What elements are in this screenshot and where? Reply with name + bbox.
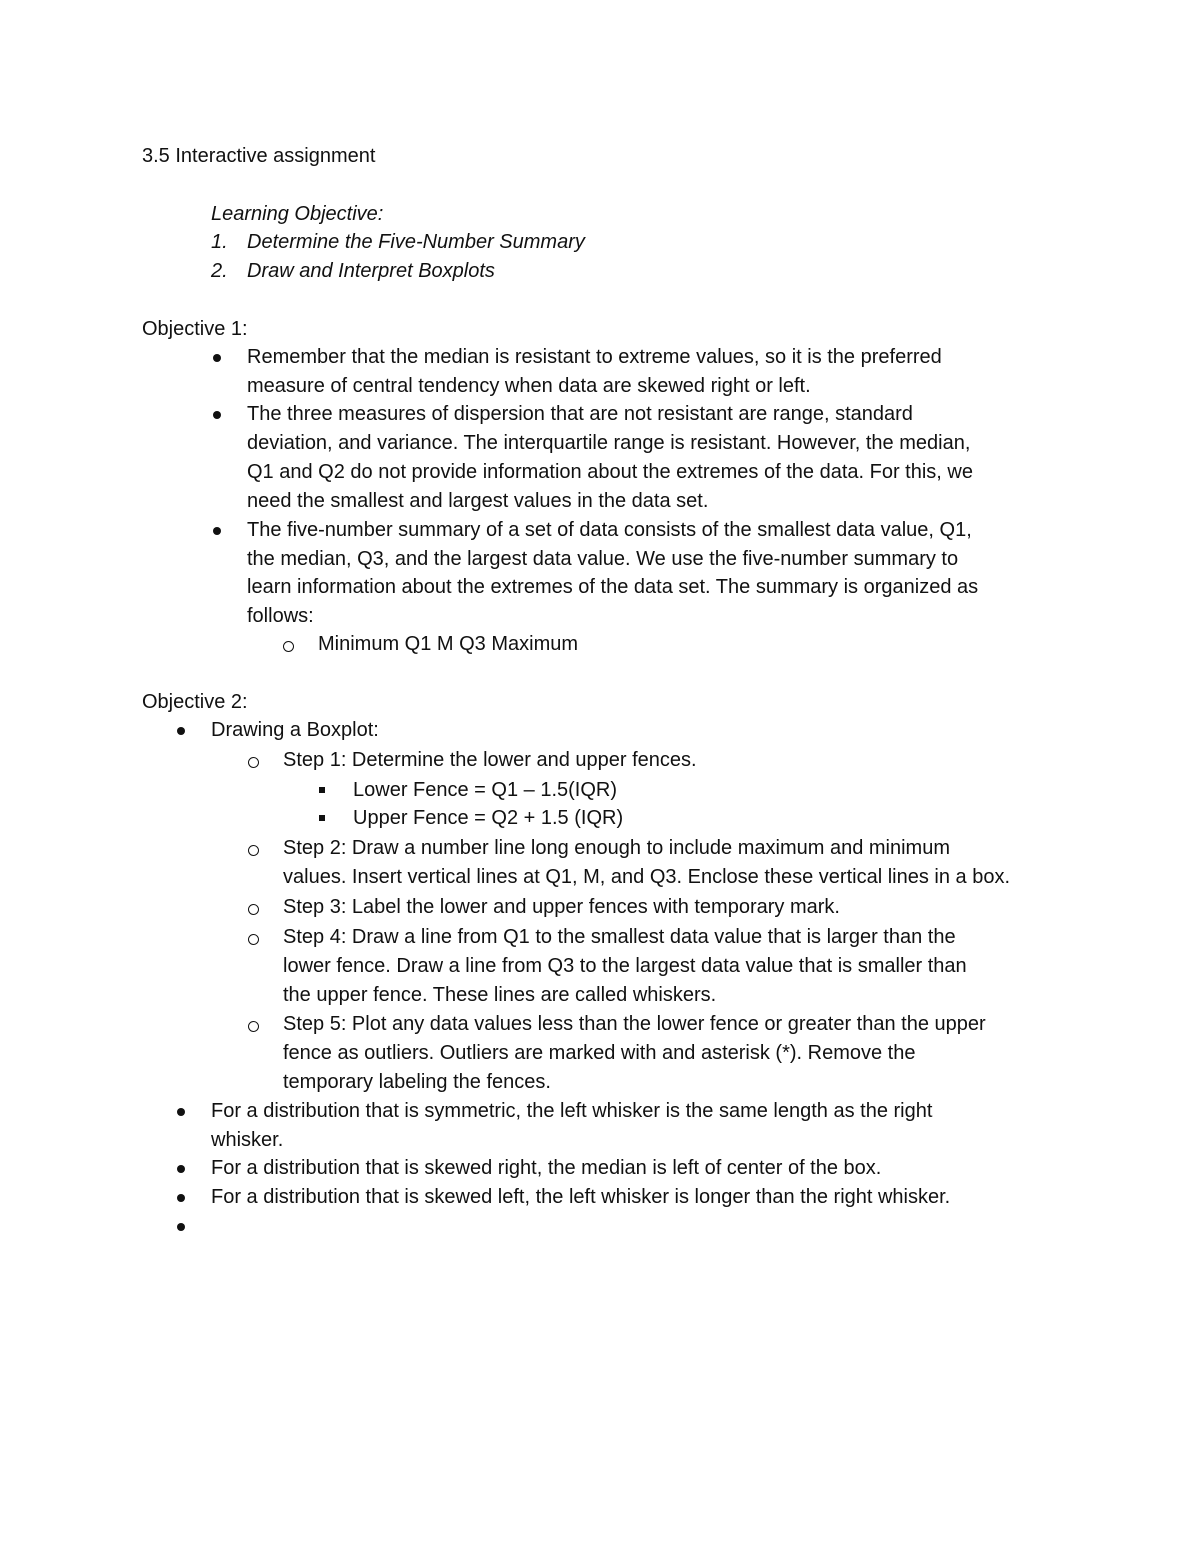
symmetric-note: whisker.	[211, 1129, 284, 1151]
hollow-bullet-icon	[283, 641, 294, 652]
learning-item-number: 1.	[211, 231, 228, 253]
symmetric-note: For a distribution that is symmetric, the left whisker is the same length as the right	[211, 1100, 933, 1122]
bullet-text-line: deviation, and variance. The interquartile range is resistant. However, the median,	[247, 432, 971, 454]
bullet-text-line: the median, Q3, and the largest data value. We use the five-number summary to	[247, 548, 959, 570]
step-1-text: Step 1: Determine the lower and upper fences.	[283, 749, 697, 771]
learning-item-number: 2.	[211, 260, 228, 282]
bullet-icon	[177, 1223, 185, 1231]
step-4-text: Step 4: Draw a line from Q1 to the smallest data value that is larger than the	[283, 926, 956, 948]
hollow-bullet-icon	[248, 845, 259, 856]
step-5-text: fence as outliers. Outliers are marked with and asterisk (*). Remove the	[283, 1042, 916, 1064]
step-5-text: Step 5: Plot any data values less than the lower fence or greater than the upper	[283, 1013, 986, 1035]
bullet-text-line: need the smallest and largest values in the data set.	[247, 490, 709, 512]
hollow-bullet-icon	[248, 904, 259, 915]
step-4-text: lower fence. Draw a line from Q3 to the largest data value that is smaller than	[283, 955, 967, 977]
step-4-text: the upper fence. These lines are called whiskers.	[283, 984, 717, 1006]
skewed-left-note: For a distribution that is skewed left, the left whisker is longer than the right whisker.	[211, 1186, 951, 1208]
hollow-bullet-icon	[248, 934, 259, 945]
bullet-icon	[177, 1194, 185, 1202]
step-2-text: values. Insert vertical lines at Q1, M, and Q3. Enclose these vertical lines in a box.	[283, 866, 1011, 888]
lower-fence-formula: Lower Fence = Q1 – 1.5(IQR)	[353, 779, 618, 801]
drawing-boxplot-label: Drawing a Boxplot:	[211, 719, 379, 741]
bullet-icon	[177, 1165, 185, 1173]
bullet-text-line: measure of central tendency when data are skewed right or left.	[247, 375, 811, 397]
document-title: 3.5 Interactive assignment	[142, 145, 376, 167]
bullet-icon	[213, 354, 221, 362]
upper-fence-formula: Upper Fence = Q2 + 1.5 (IQR)	[353, 807, 624, 829]
square-bullet-icon	[319, 787, 325, 793]
bullet-icon	[213, 527, 221, 535]
bullet-text-line: follows:	[247, 605, 314, 627]
step-2-text: Step 2: Draw a number line long enough to include maximum and minimum	[283, 837, 951, 859]
learning-item-text: Draw and Interpret Boxplots	[247, 260, 495, 282]
bullet-icon	[177, 727, 185, 735]
square-bullet-icon	[319, 815, 325, 821]
learning-item-text: Determine the Five-Number Summary	[247, 231, 585, 253]
skewed-right-note: For a distribution that is skewed right, the median is left of center of the box.	[211, 1157, 882, 1179]
bullet-text-line: Remember that the median is resistant to extreme values, so it is the preferred	[247, 346, 942, 368]
bullet-text-line: The three measures of dispersion that are not resistant are range, standard	[247, 403, 913, 425]
bullet-text-line: Q1 and Q2 do not provide information about the extremes of the data. For this, we	[247, 461, 973, 483]
bullet-text-line: learn information about the extremes of the data set. The summary is organized as	[247, 576, 979, 598]
objective-1-heading: Objective 1:	[142, 318, 248, 340]
hollow-bullet-icon	[248, 757, 259, 768]
hollow-bullet-icon	[248, 1021, 259, 1032]
bullet-icon	[177, 1108, 185, 1116]
five-number-summary-order: Minimum Q1 M Q3 Maximum	[318, 633, 579, 655]
objective-2-heading: Objective 2:	[142, 691, 248, 713]
step-3-text: Step 3: Label the lower and upper fences with temporary mark.	[283, 896, 840, 918]
bullet-icon	[213, 411, 221, 419]
bullet-text-line: The five-number summary of a set of data consists of the smallest data value, Q1,	[247, 519, 972, 541]
learning-objective-heading: Learning Objective:	[211, 203, 384, 225]
step-5-text: temporary labeling the fences.	[283, 1071, 551, 1093]
